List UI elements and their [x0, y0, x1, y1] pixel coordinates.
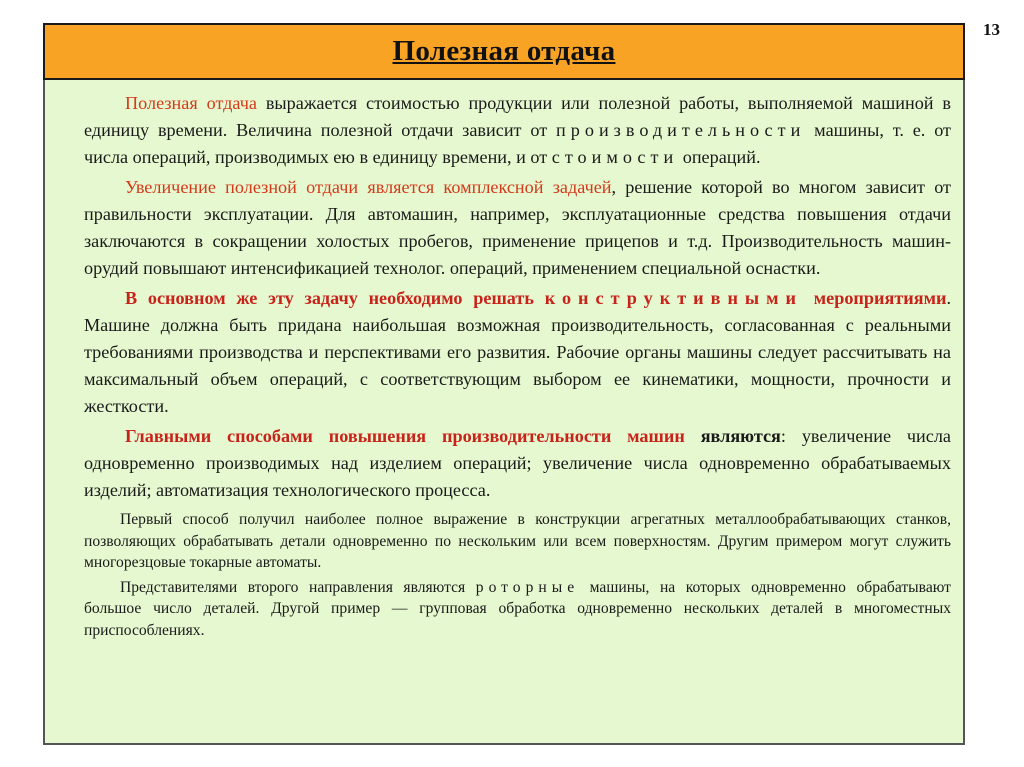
term-measures: мероприятиями [803, 288, 947, 308]
paragraph-6-text-1: Представителями второго направления являются [120, 578, 476, 596]
term-are: являются [684, 426, 781, 446]
term-rotary: роторные [475, 578, 580, 596]
paragraph-6 [84, 577, 951, 642]
highlight-complex-task: Увеличение полезной отдачи является комплексной задачей [125, 177, 612, 197]
paragraph-1 [84, 90, 951, 171]
paragraph-2 [84, 174, 951, 282]
term-cost: стоимости [551, 147, 679, 167]
paragraph-4-text: : увеличение числа одновременно производимых над изделием операций; увеличение числа одновременно обрабатываемых изделий; автоматизация технологического процесса. [84, 426, 951, 500]
slide-title: Полезная отдача [392, 35, 616, 67]
paragraph-5 [84, 509, 951, 574]
paragraph-1-text-1: выражается стоимостью продукции или полезной работы, выполняемой машиной в единицу времени. Величина полезной отдачи зависит от [84, 93, 951, 140]
paragraph-2-text: , решение которой во многом зависит от правильности эксплуатации. Для автомашин, например, эксплуатационные средства повышения отдачи заключаются в сокращении холостых пробегов, применение прицепов и т.д. Производительность машин-орудий повышают интенсификацией технолог. операций, применением специальной оснастки. [84, 177, 951, 278]
highlight-main-task: В основном же эту задачу необходимо решать [125, 288, 545, 308]
term-constructive: конструктивными [544, 288, 803, 308]
content-box [43, 80, 965, 745]
term-useful-output: Полезная отдача [125, 93, 257, 113]
paragraph-3 [84, 285, 951, 420]
page-number: 13 [983, 20, 1000, 39]
paragraph-5-text: Первый способ получил наиболее полное выражение в конструкции агрегатных металлообрабатывающих станков, позволяющих обрабатывать детали одновременно по нескольким или всем поверхностям. Другим примером могут служить многорезцовые токарные автоматы. [84, 511, 951, 571]
title-bar [43, 23, 965, 80]
term-productivity: производительности [556, 120, 806, 140]
paragraph-4 [84, 423, 951, 504]
highlight-main-methods: Главными способами повышения производительности машин [125, 426, 685, 446]
paragraph-3-text: . Машине должна быть придана наибольшая возможная производительность, согласованная с реальными требованиями производства и перспективами его развития. Рабочие органы машины следует рассчитывать на максимальный объем операций, с соответствующим выбором ее кинематики, мощности, прочности и жесткости. [84, 288, 951, 416]
paragraph-6-text-2: машины, на которых одновременно обрабатывают большое число деталей. Другой пример — групповая обработка одновременно нескольких деталей в многоместных приспособлениях. [84, 578, 951, 639]
paragraph-1-text-2: машины, т. е. от числа операций, производимых ею в единицу времени, и от [84, 120, 951, 167]
paragraph-1-text-3: операций. [678, 147, 761, 167]
